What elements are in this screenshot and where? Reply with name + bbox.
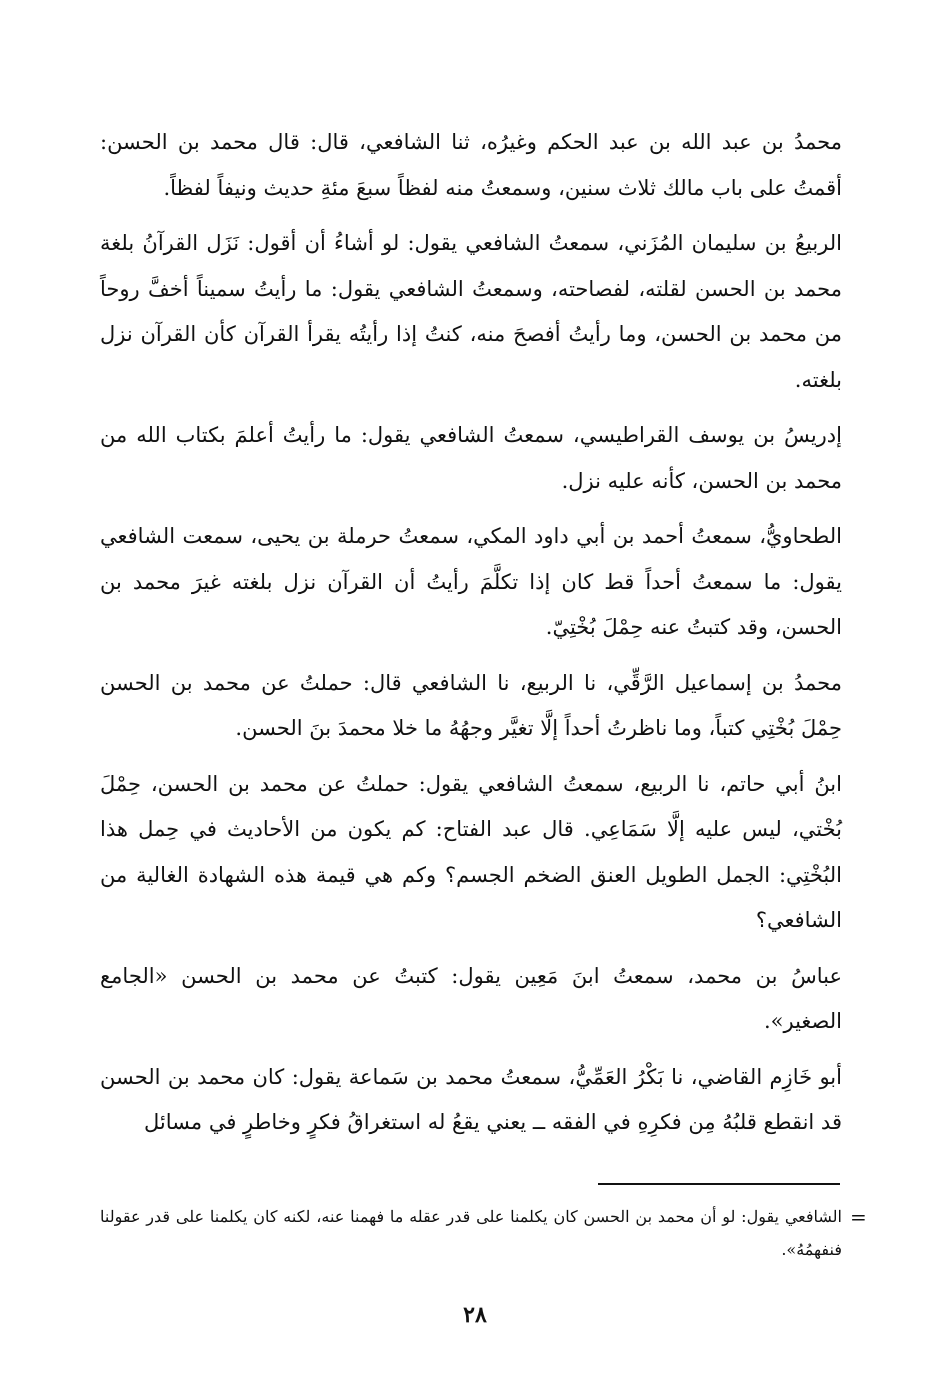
- paragraph-7: عباسُ بن محمد، سمعتُ ابنَ مَعِين يقول: كتبتُ عن محمد بن الحسن «الجامع الصغير».: [100, 963, 842, 1033]
- page-number: ٢٨: [463, 1302, 487, 1328]
- paragraph-5: محمدُ بن إسماعيل الرَّقِّي، نا الربيع، نا الشافعي قال: حملتُ عن محمد بن الحسن حِمْلَ بُخْتِي كتباً، وما ناظرتُ أحداً إلَّا تغيَّر وجهُهُ ما خلا محمدَ بنَ الحسن.: [100, 670, 842, 740]
- paragraph-4: الطحاويُّ، سمعتُ أحمد بن أبي داود المكي، سمعتُ حرملة بن يحيى، سمعت الشافعي يقول: ما سمعتُ أحداً قط كان إذا تكلَّمَ رأيتُ أن القرآن نزل بلغته غيرَ محمد بن الحسن، وقد كتبتُ عنه حِمْلَ بُخْتِيّ.: [100, 524, 842, 639]
- footnote: الشافعي يقول: لو أن محمد بن الحسن كان يكلمنا على قدر عقله ما فهمنا عنه، لكنه كان يكلمنا على قدر عقولنا فنفهمُهُ».: [100, 1207, 842, 1259]
- paragraph-2: الربيعُ بن سليمان المُزَني، سمعتُ الشافعي يقول: لو أشاءُ أن أقول: نَزَل القرآنُ بلغة محمد بن الحسن لقلته، لفصاحته، وسمعتُ الشافعي يقول: ما رأيتُ سميناً أخفَّ روحاً من محمد بن الحسن، وما رأيتُ أفصحَ منه، كنتُ إذا رأيتُه يقرأ القرآن كأن القرآن نزل بلغته.: [100, 231, 842, 392]
- paragraph-6: ابنُ أبي حاتم، نا الربيع، سمعتُ الشافعي يقول: حملتُ عن محمد بن الحسن، حِمْلَ بُخْتي، ليس عليه إلَّا سَمَاعِي. قال عبد الفتاح: كم يكون من الأحاديث في حِمل هذا البُخْتِي: الجمل الطويل العنق الضخم الجسم؟ وكم هي قيمة هذه الشهادة الغالية من الشافعي؟: [100, 771, 842, 932]
- footnote-separator: [598, 1183, 840, 1185]
- paragraph-8: أبو خَازِم القاضي، نا بَكْرُ العَمِّيُّ، سمعتُ محمد بن سَماعة يقول: كان محمد بن الحسن قد انقطع قلبُهُ مِن فكرِهِ في الفقه ــ يعني يقعُ له استغراقُ فكرٍ وخاطرٍ في مسائل: [100, 1064, 842, 1134]
- paragraph-1: محمدُ بن عبد الله بن عبد الحكم وغيرُه، ثنا الشافعي، قال: قال محمد بن الحسن: أقمتُ على باب مالك ثلاث سنين، وسمعتُ منه لفظاً سبعَ مئةِ حديث ونيفاً لفظاً.: [100, 130, 842, 200]
- main-text: [100, 120, 842, 1146]
- paragraph-3: إدريسُ بن يوسف القراطيسي، سمعتُ الشافعي يقول: ما رأيتُ أعلمَ بكتاب الله من محمد بن الحسن، كأنه عليه نزل.: [100, 423, 842, 493]
- footnote-continuation-marker: =: [850, 1205, 867, 1229]
